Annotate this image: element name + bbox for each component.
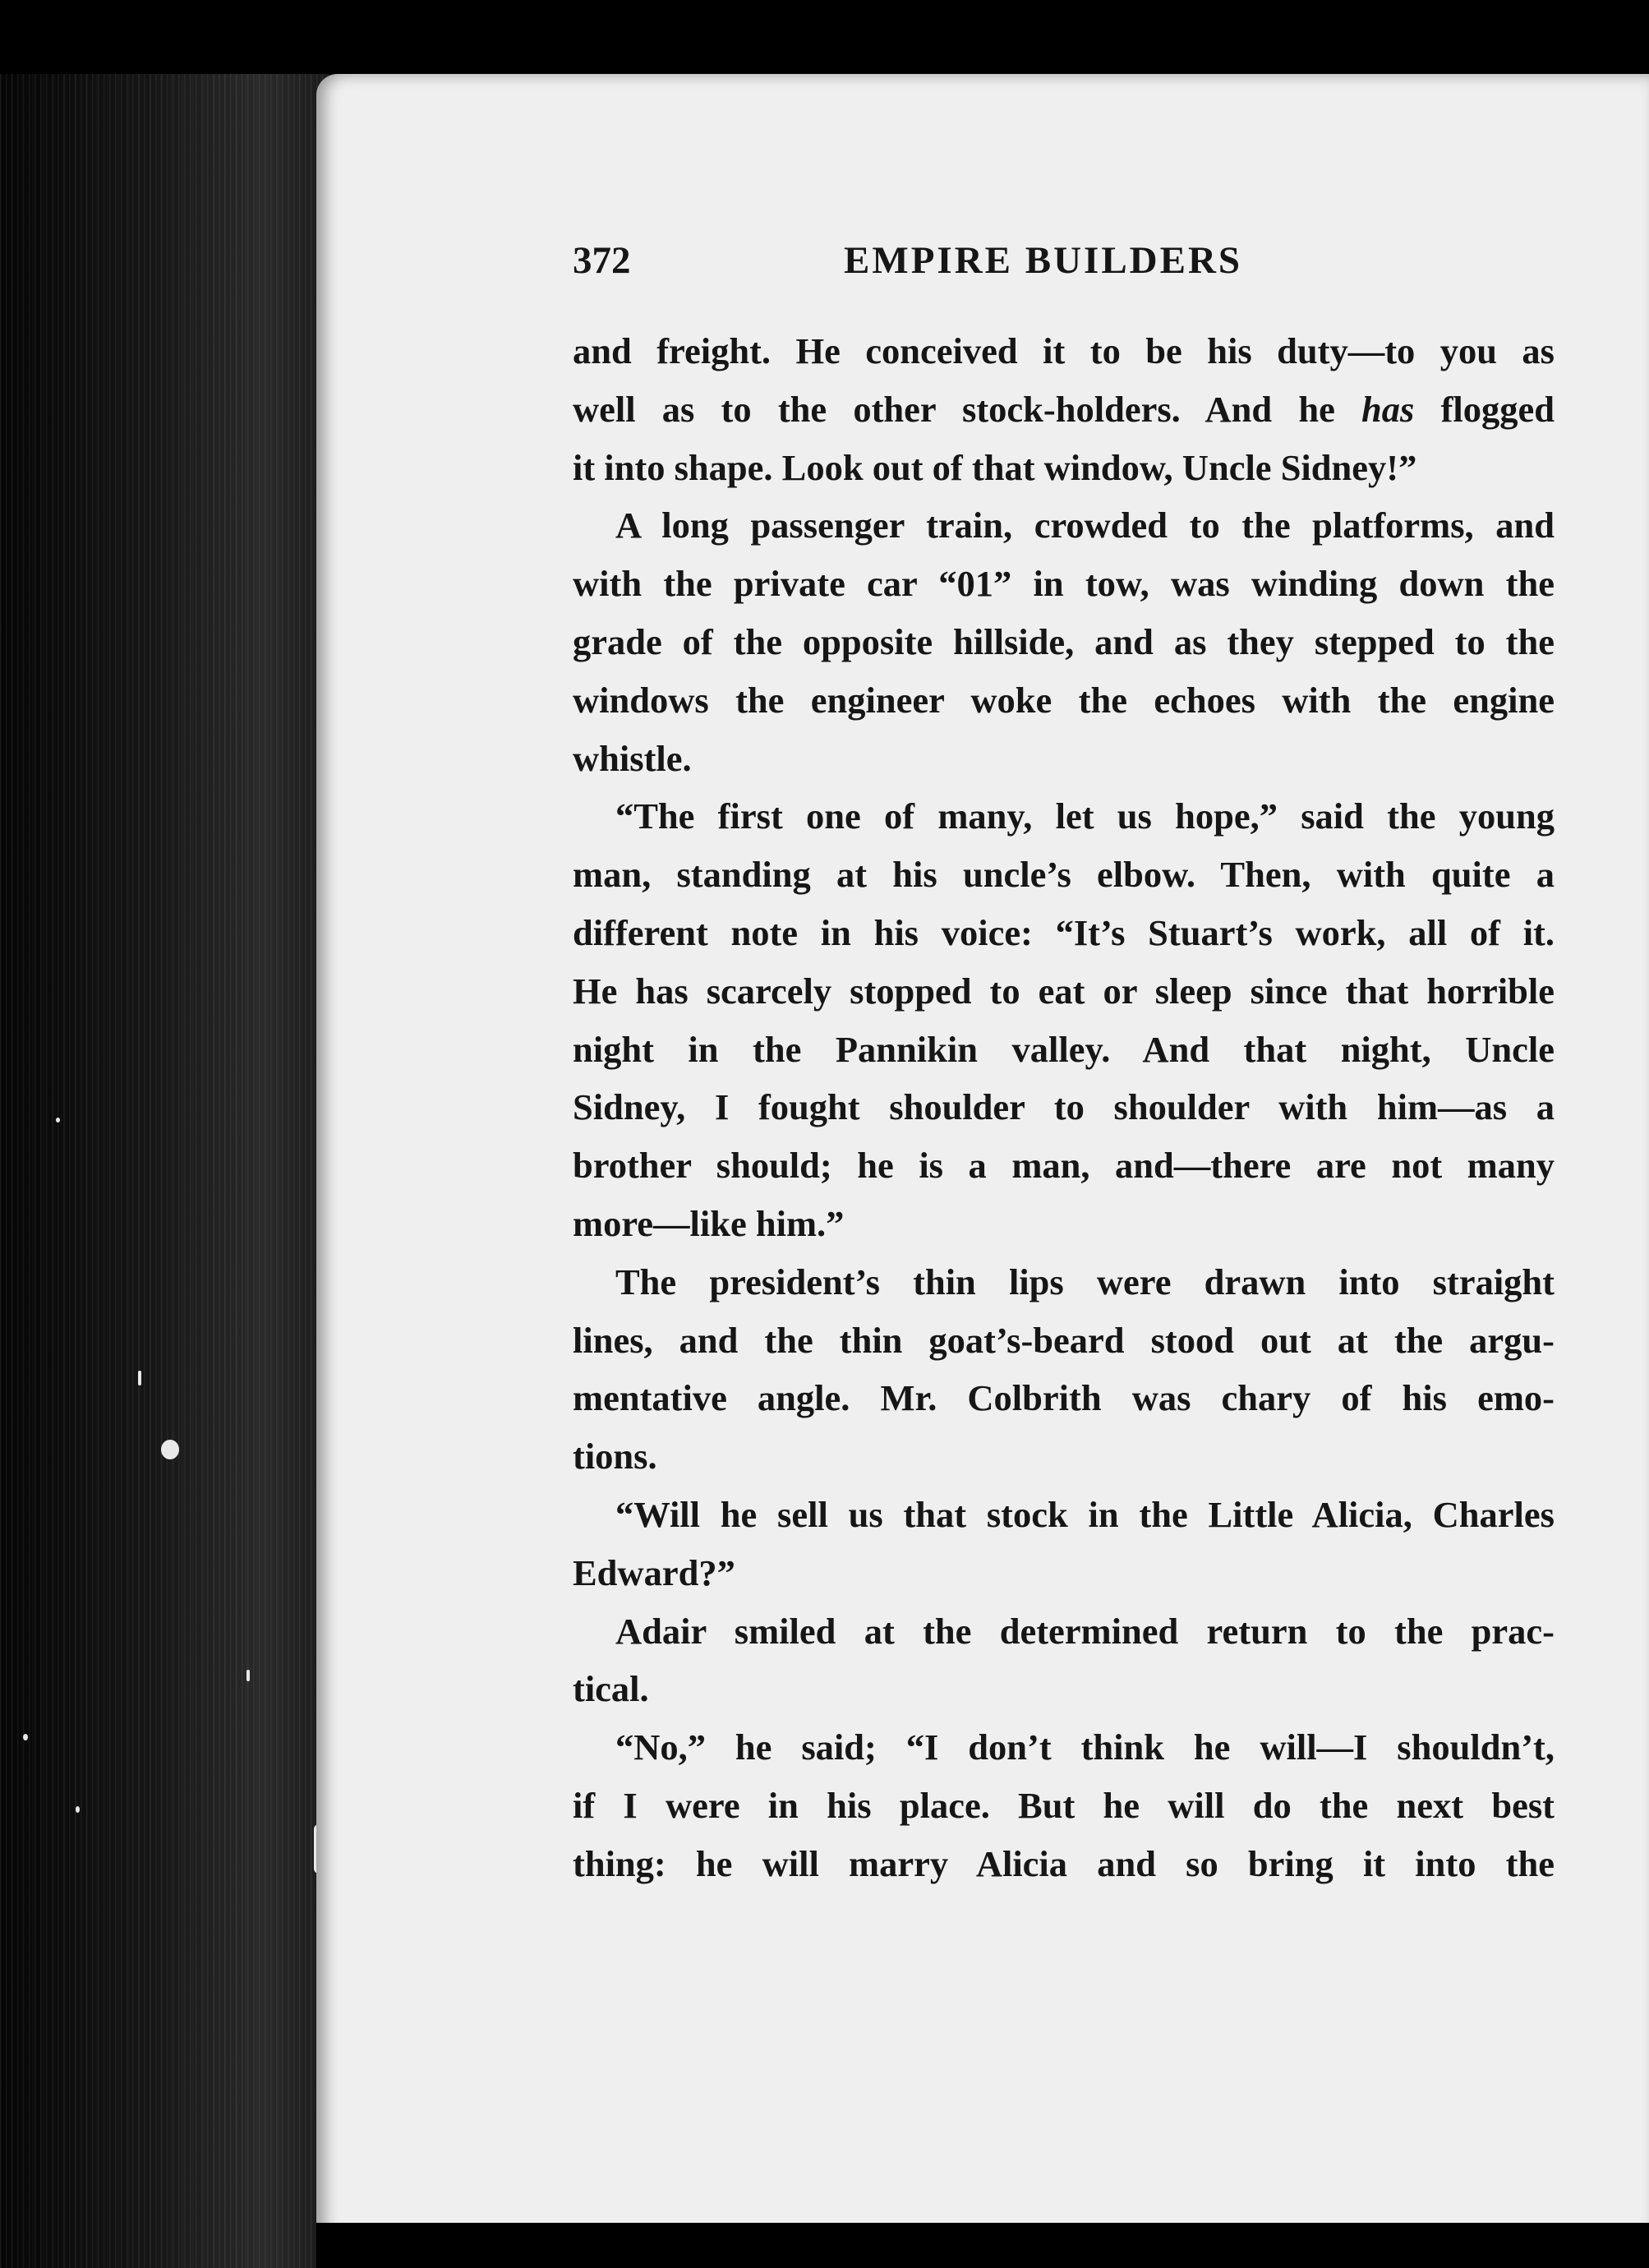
page-bottom-shadow (316, 2223, 1649, 2268)
text-line: more—like him.” (573, 1202, 845, 1244)
text-line: if I were in his place. But he will do the next best (573, 1784, 1555, 1826)
text-line: Sidney, I fought shoulder to shoulder with him—as a (573, 1086, 1555, 1128)
scan-speck (76, 1806, 80, 1813)
page-number: 372 (573, 239, 631, 282)
italic-emphasis: has (1361, 388, 1415, 430)
text-line: night in the Pannikin valley. And that night, Uncle (573, 1028, 1555, 1070)
text-line: He has scarcely stopped to eat or sleep since that horrible (573, 970, 1555, 1012)
text-line: thing: he will marry Alicia and so bring it into the (573, 1842, 1555, 1884)
scan-speck (138, 1371, 141, 1385)
text-line: Adair smiled at the determined return to the prac- (615, 1610, 1555, 1652)
text-line: mentative angle. Mr. Colbrith was chary of his emo- (573, 1377, 1555, 1419)
text-line: man, standing at his uncle’s elbow. Then, with quite a (573, 854, 1555, 896)
text-line-with-italic (573, 380, 1555, 439)
text-line: tions. (573, 1436, 657, 1477)
text-line: different note in his voice: “It’s Stuart’s work, all of it. (573, 911, 1555, 953)
text-line: whistle. (573, 737, 692, 779)
page-header (573, 237, 1555, 284)
scan-speck (161, 1440, 179, 1459)
text-line: The president’s thin lips were drawn into straight (615, 1261, 1555, 1302)
scan-speck (56, 1118, 60, 1122)
page-text-block (573, 237, 1555, 1893)
text-line: windows the engineer woke the echoes with the engine (573, 679, 1555, 721)
text-segment: well as to the other stock-holders. And he (573, 388, 1362, 430)
text-line: brother should; he is a man, and—there are not many (573, 1145, 1555, 1187)
text-line: with the private car “01” in tow, was winding down the (573, 563, 1555, 605)
text-line: “Will he sell us that stock in the Little Alicia, Charles (615, 1493, 1555, 1535)
text-line: grade of the opposite hillside, and as they stepped to the (573, 620, 1555, 662)
text-line: A long passenger train, crowded to the platforms, and (615, 505, 1555, 546)
book-spine-edge (0, 74, 329, 2268)
text-line: “The first one of many, let us hope,” said the young (615, 795, 1555, 837)
text-line: Edward?” (573, 1551, 735, 1593)
running-title: EMPIRE BUILDERS (844, 239, 1243, 282)
text-line: lines, and the thin goat’s-beard stood out at the argu- (573, 1319, 1555, 1361)
text-line: it into shape. Look out of that window, Uncle Sidney!” (573, 446, 1417, 488)
scan-speck (246, 1670, 250, 1681)
text-line: “No,” he said; “I don’t think he will—I shouldn’t, (615, 1726, 1555, 1768)
text-line: tical. (573, 1668, 649, 1710)
text-segment: flogged (1414, 388, 1555, 430)
text-line: and freight. He conceived it to be his duty—to you as (573, 330, 1555, 371)
scan-speck (23, 1734, 28, 1740)
